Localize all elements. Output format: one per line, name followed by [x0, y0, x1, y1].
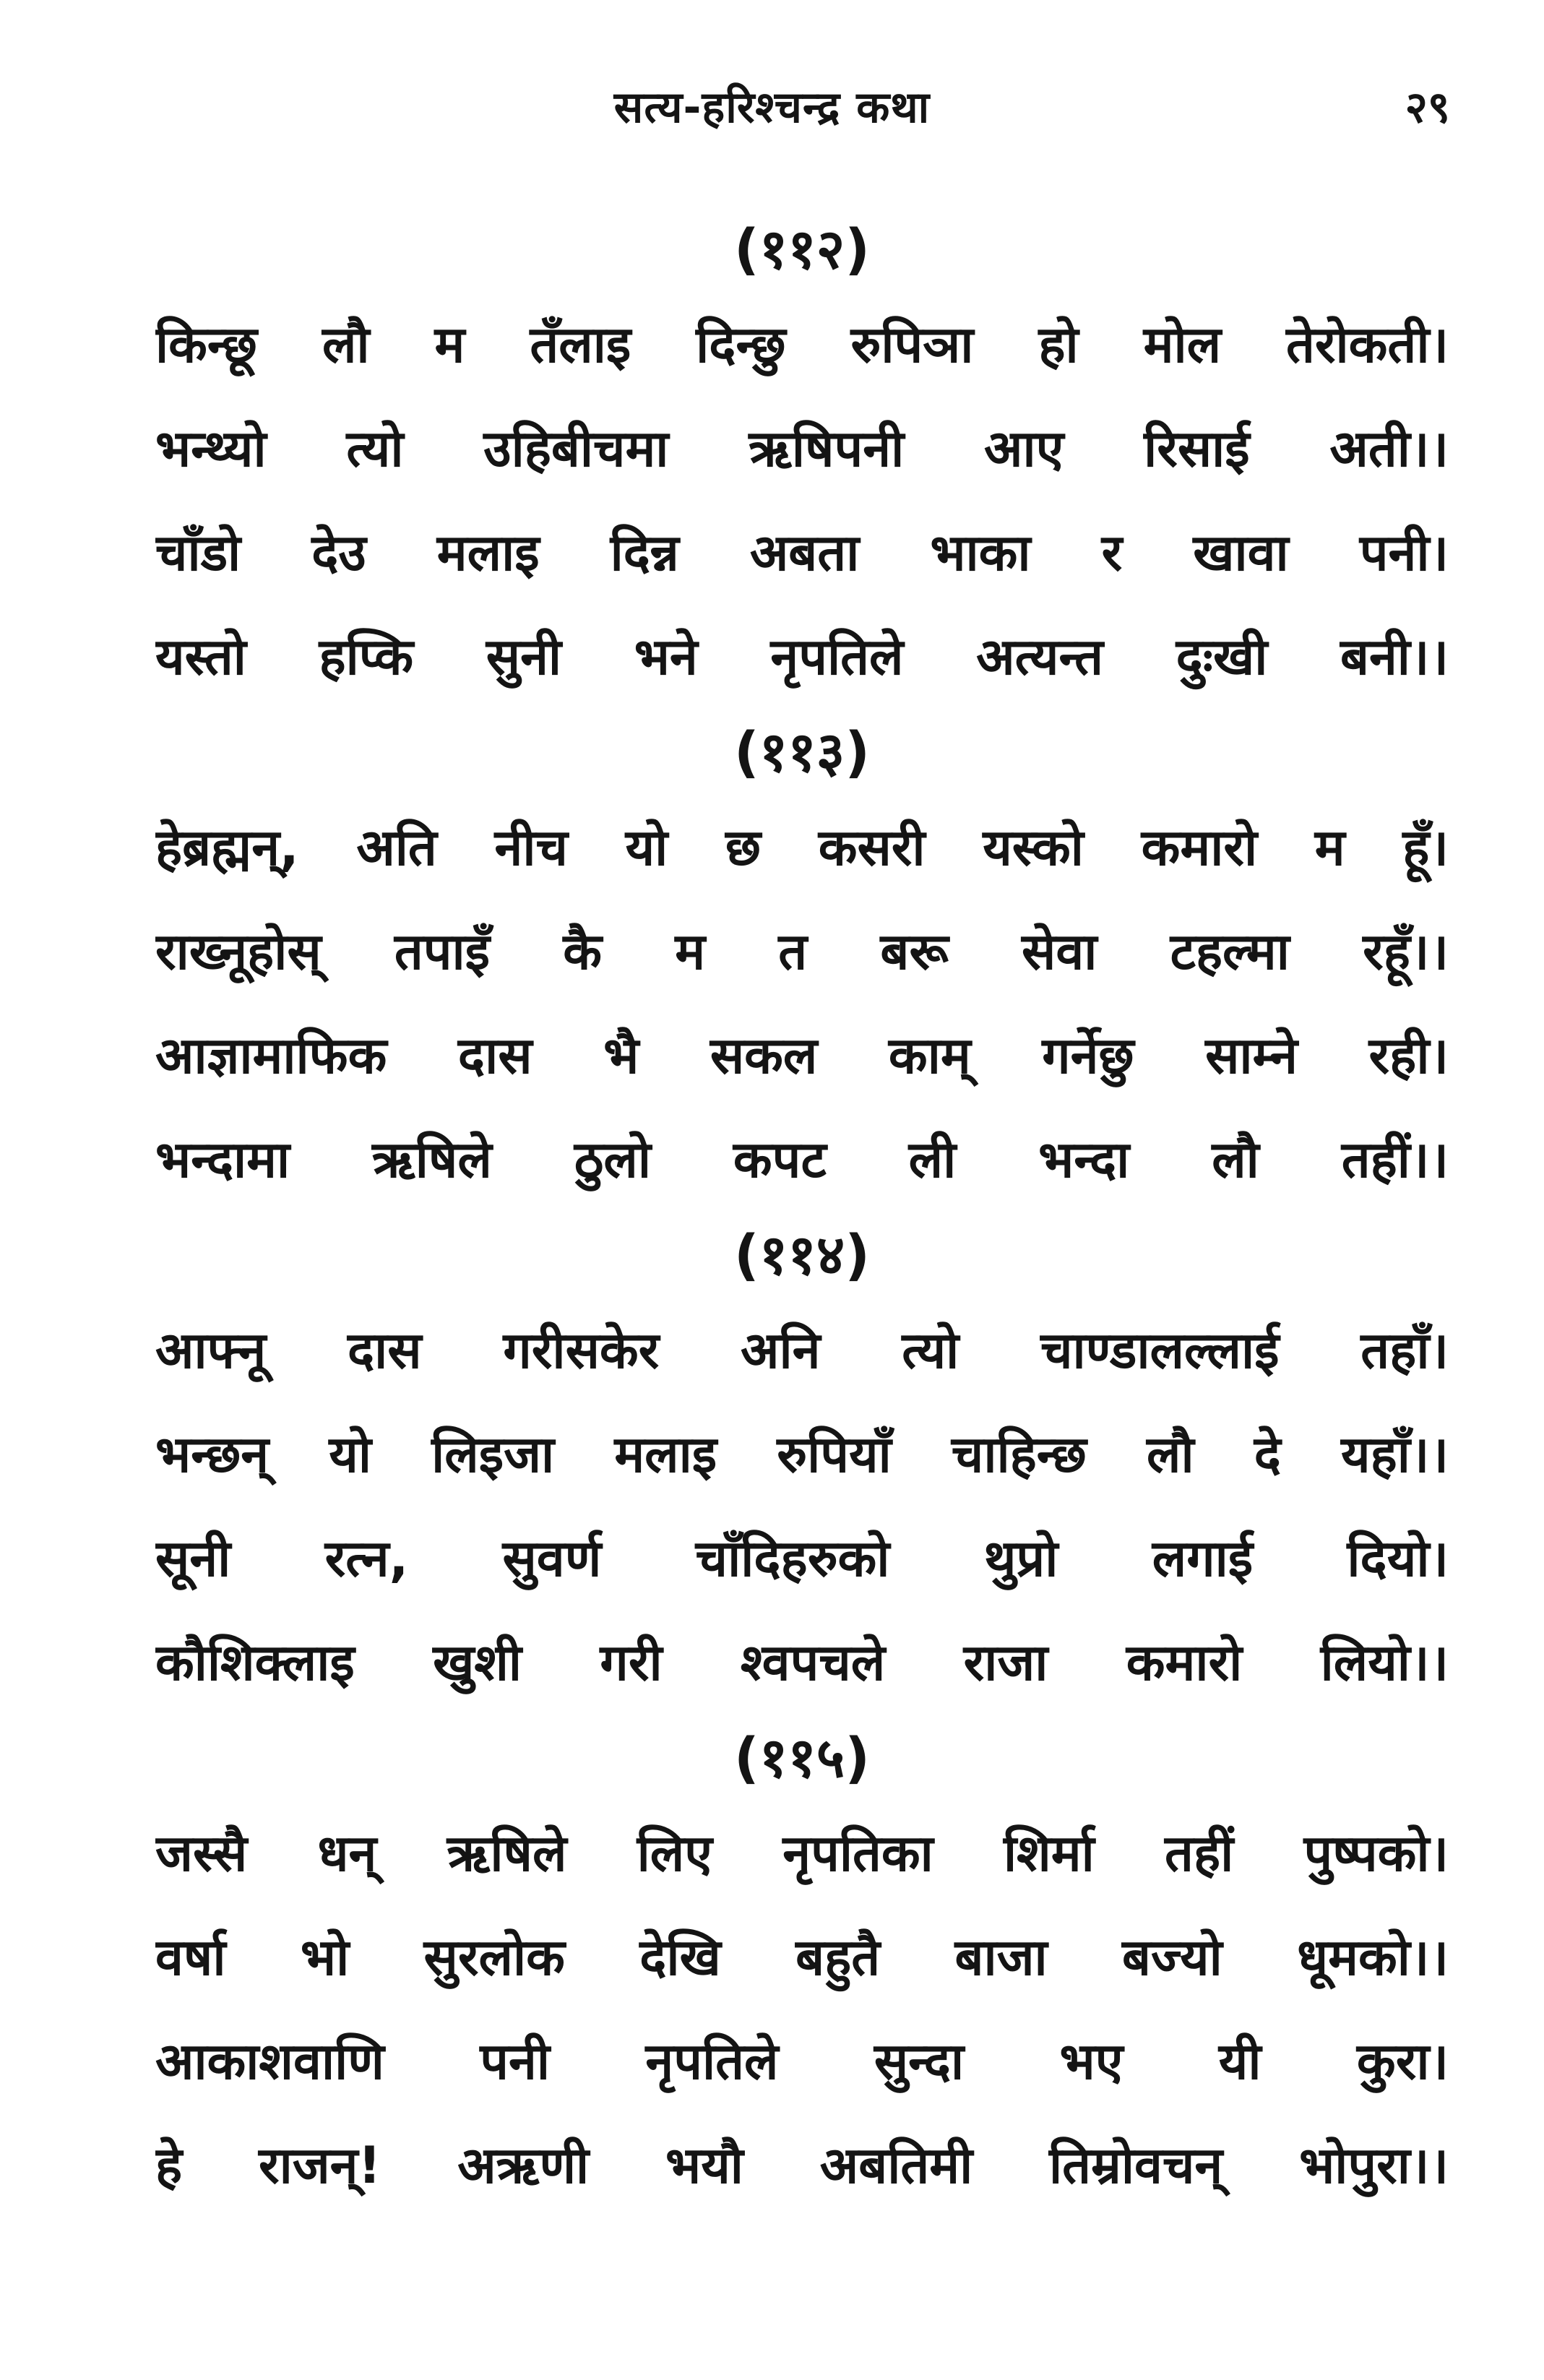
stanza-112: [155, 206, 1449, 709]
verse-line: वर्षा भो सुरलोक देखि बहुतै बाजा बज्यो धूमको।।: [155, 1928, 1449, 1987]
verse-line: हे राजन्! अऋणी भयौ अबतिमी तिम्रोवचन् भोपुरा।।: [155, 2136, 1449, 2195]
verse-line: भन्थ्यो त्यो उहिबीचमा ऋषिपनी आए रिसाई अती।।: [155, 419, 1449, 478]
verse-line: आकाशवाणि पनी नृपतिले सुन्दा भए यी कुरा।: [155, 2032, 1449, 2091]
page-header: [0, 69, 1544, 148]
verse-line: भन्दामा ऋषिले ठुलो कपट ली भन्दा लौ तहीं।।: [155, 1130, 1449, 1189]
verse-line: चाँडो देउ मलाइ दिन्न अबता भाका र खावा पनी।: [155, 523, 1449, 582]
stanza-115: [155, 1715, 1449, 2217]
verse-number: (११५): [733, 1725, 871, 1790]
verse-line: किन्छू लौ म तँलाइ दिन्छु रुपिञा हो मोल तेरोकती।: [155, 315, 1449, 374]
verse-number: (११३): [733, 720, 871, 784]
verse-line: यस्तो हप्कि सुनी भने नृपतिले अत्यन्त दुःखी बनी।।: [155, 627, 1449, 686]
verse-line: कौशिक्लाइ खुशी गरी श्वपचले राजा कमारो लियो।।: [155, 1633, 1449, 1692]
page-number: २९: [1405, 82, 1450, 133]
running-title: सत्य-हरिश्चन्द्र कथा: [613, 82, 931, 133]
verse-line: जस्सै धन् ऋषिले लिए नृपतिका शिर्मा तहीं पुष्पको।: [155, 1824, 1449, 1883]
verse-line: राख्नूहोस् तपाइँ कै म त बरू सेवा टहल्मा रहूँ।।: [155, 922, 1449, 981]
stanza-113: [155, 709, 1449, 1212]
verse-number: (११४): [733, 1223, 871, 1287]
verse-line: आफ्नू दास गरीसकेर अनि त्यो चाण्डालल्लाई तहाँ।: [155, 1321, 1449, 1380]
verse-line: भन्छन् यो लिइजा मलाइ रुपियाँ चाहिन्छ लौ दे यहाँ।।: [155, 1425, 1449, 1484]
verse-line: सूनी रत्न, सुवर्ण चाँदिहरुको थुप्रो लगाई दियो।: [155, 1529, 1449, 1588]
verse-body: [155, 206, 1449, 2217]
verse-line: आज्ञामाफिक दास भै सकल काम् गर्नेछु साम्ने रही।: [155, 1026, 1449, 1085]
verse-number: (११२): [733, 217, 871, 281]
stanza-114: [155, 1212, 1449, 1715]
verse-line: हेब्रह्मन्, अति नीच यो छ कसरी यस्को कमारो म हूँ।: [155, 818, 1449, 877]
